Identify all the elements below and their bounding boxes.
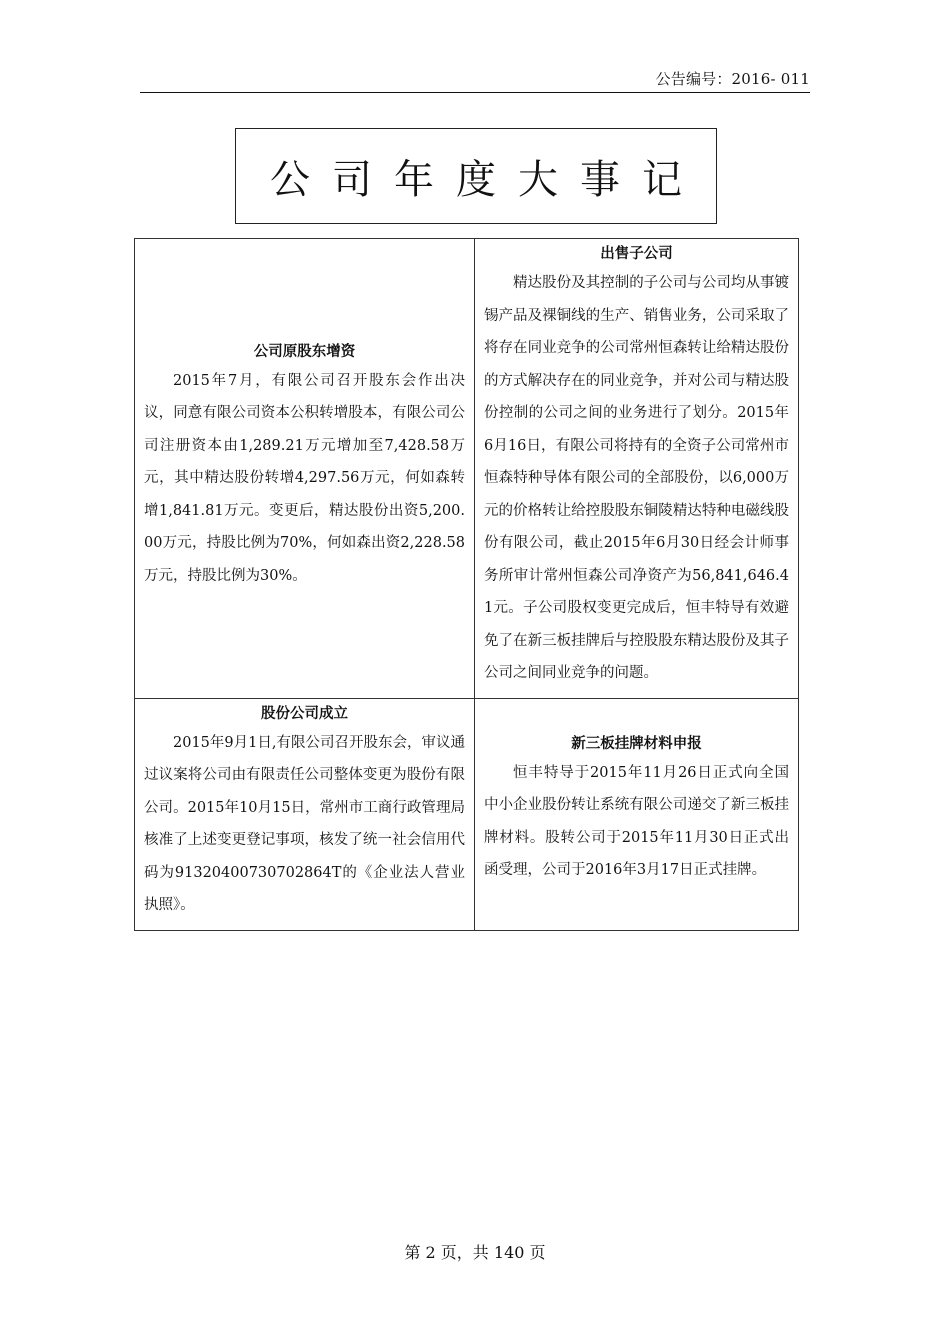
event-body: 精达股份及其控制的子公司与公司均从事镀锡产品及裸铜线的生产、销售业务，公司采取了将存在同业竞争的公司常州恒森转让给精达股份的方式解决存在的同业竞争，并对公司与精达股份控制的公司之间的业务进行了划分。2015年6月16日，有限公司将持有的全资子公司常州市恒森特种导体有限公司的全部股份，以6,000万元的价格转让给控股股东铜陵精达特种电磁线股份有限公司，截止2015年6月30日经会计师事务所审计常州恒森公司净资产为56,841,646.41元。子公司股权变更完成后，恒丰特导有效避免了在新三板挂牌后与控股股东精达股份及其子公司之间同业竞争的问题。 (484, 275, 789, 681)
event-title: 出售子公司 (600, 246, 673, 262)
event-cell-subsidiary-sale (475, 239, 799, 699)
event-body: 恒丰特导于2015年11月26日正式向全国中小企业股份转让系统有限公司递交了新三板挂牌材料。股转公司于2015年11月30日正式出函受理，公司于2016年3月17日正式挂牌。 (484, 764, 789, 878)
announcement-number: 公告编号：2016- 011 (655, 70, 810, 88)
events-row (135, 239, 799, 699)
event-cell-neeq-listing (475, 698, 799, 930)
event-cell-company-established (135, 698, 475, 930)
event-body: 2015年9月1日,有限公司召开股东会，审议通过议案将公司由有限责任公司整体变更为股份有限公司。2015年10月15日，常州市工商行政管理局核准了上述变更登记事项，核发了统一社会信用代码为91320400730702864T的《企业法人营业执照》。 (144, 734, 465, 913)
event-title: 股份公司成立 (261, 705, 348, 722)
page-title: 公司年度大事记 (270, 156, 704, 203)
header-divider (140, 92, 810, 93)
events-table (134, 238, 799, 931)
event-title: 新三板挂牌材料申报 (571, 735, 702, 752)
event-body: 2015年7月，有限公司召开股东会作出决议，同意有限公司资本公积转增股本，有限公司公司注册资本由1,289.21万元增加至7,428.58万元，其中精达股份转增4,297.56万元，何如森转增1,841.81万元。变更后，精达股份出资5,200.00万元，持股比例为70%，何如森出资2,228.58万元，持股比例为30%。 (144, 372, 465, 584)
title-box (235, 128, 717, 224)
page-number: 第 2 页，共 140 页 (404, 1243, 546, 1262)
events-row (135, 698, 799, 930)
event-cell-capital-increase (135, 239, 475, 699)
event-title: 公司原股东增资 (253, 343, 356, 360)
